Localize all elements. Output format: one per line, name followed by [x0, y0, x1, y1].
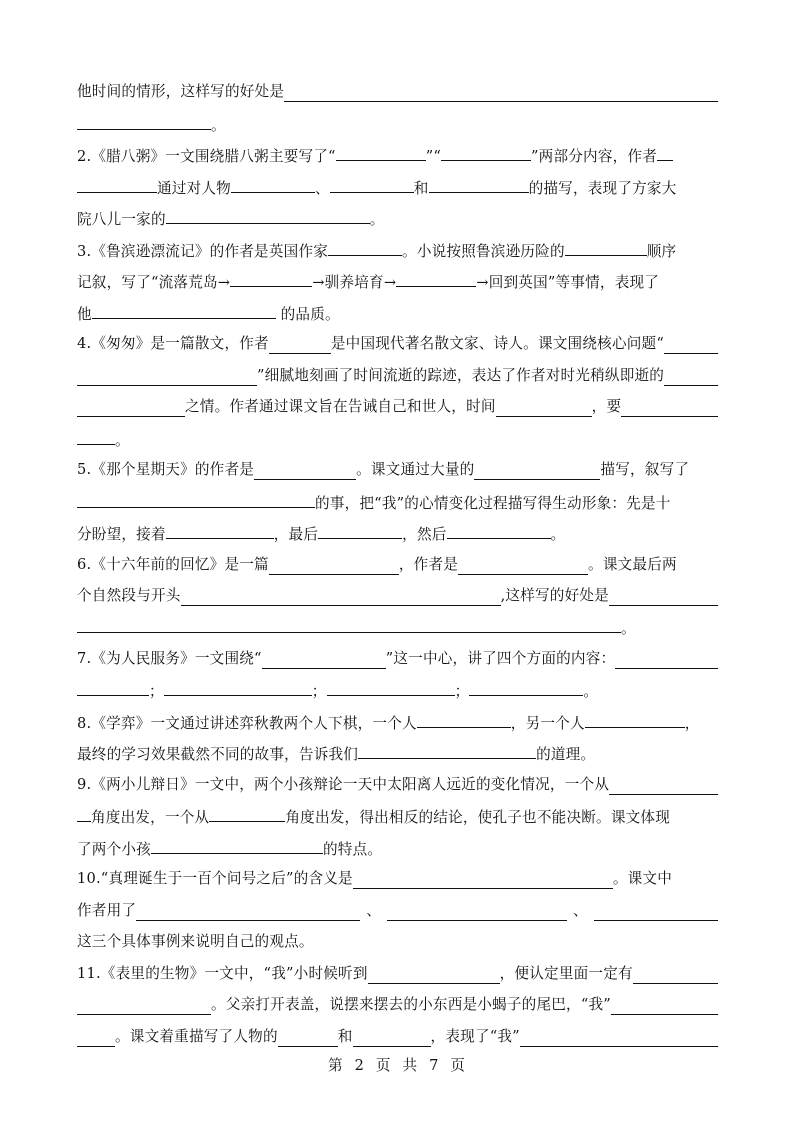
answer-blank[interactable] [353, 873, 613, 889]
answer-blank[interactable] [92, 303, 276, 319]
question-4: 4.《匆匆》是一篇散文，作者 是中国现代著名散文家、诗人。课文围绕核心问题“ [77, 334, 718, 354]
answer-blank[interactable] [77, 617, 621, 633]
text-line: 。课文着重描写了人物的 和 ，表现了“我” [77, 1027, 718, 1047]
answer-blank[interactable] [520, 1031, 718, 1047]
answer-blank[interactable] [269, 338, 331, 354]
question-10: 10.“真理诞生于一百个问号之后”的含义是 。课文中 [77, 870, 673, 887]
question-8: 8.《学弈》一文通过讲述弈秋教两个人下棋，一个人 ，另一个人 ， [77, 712, 718, 732]
answer-blank[interactable] [77, 401, 185, 417]
text-line: 个自然段与开头 ,这样写的好处是 [77, 586, 718, 606]
answer-blank[interactable] [447, 523, 551, 539]
answer-blank[interactable] [368, 968, 500, 984]
total-pages: 7 [429, 1057, 439, 1074]
question-9: 9.《两小儿辩日》一文中，两个小孩辩论一天中太阳离人远近的变化情况，一个从 [77, 775, 718, 795]
answer-blank[interactable] [262, 653, 386, 669]
question-5: 5.《那个星期天》的作者是 。课文通过大量的 描写，叙写了 [77, 461, 690, 478]
answer-blank[interactable] [230, 271, 312, 287]
answer-blank[interactable] [77, 429, 115, 445]
answer-blank[interactable] [77, 370, 257, 386]
answer-blank[interactable] [565, 240, 647, 256]
question-6: 6.《十六年前的回忆》是一篇 ，作者是 。课文最后两 [77, 556, 677, 573]
text-line: ”细腻地刻画了时间流逝的踪迹，表达了作者对时光稍纵即逝的 [77, 366, 718, 386]
text-line: 通过对人物 、 和 的描写，表现了方家大 [77, 177, 718, 197]
page-number: 2 [354, 1057, 364, 1074]
answer-blank[interactable] [441, 145, 531, 161]
answer-blank[interactable] [164, 680, 312, 696]
answer-blank[interactable] [396, 271, 476, 287]
text-line: 角度出发，一个从 角度出发，得出相反的结论，使孔子也不能决断。课文体现 [77, 806, 718, 826]
answer-blank[interactable] [633, 968, 718, 984]
answer-blank[interactable] [77, 114, 211, 130]
answer-blank[interactable] [429, 177, 529, 193]
text-line: 之情。作者通过课文旨在告诫自己和世人，时间 ，要 [77, 397, 718, 417]
answer-blank[interactable] [469, 680, 583, 696]
text-line: ； ； ； 。 [77, 680, 718, 700]
answer-blank[interactable] [609, 779, 718, 795]
answer-blank[interactable] [328, 240, 402, 256]
text-line: 这三个具体事例来说明自己的观点。 [77, 933, 314, 950]
answer-blank[interactable] [621, 401, 718, 417]
answer-blank[interactable] [615, 653, 718, 669]
answer-blank[interactable] [166, 523, 274, 539]
answer-blank[interactable] [318, 523, 402, 539]
answer-blank[interactable] [77, 1031, 115, 1047]
page-footer: 第 2 页 共 7 页 [327, 1057, 466, 1074]
text-line: 。 [77, 114, 718, 134]
answer-blank[interactable] [387, 905, 567, 921]
answer-blank[interactable] [417, 712, 511, 728]
answer-blank[interactable] [458, 559, 588, 575]
answer-blank[interactable] [496, 401, 592, 417]
answer-blank[interactable] [166, 208, 370, 224]
answer-blank[interactable] [77, 999, 211, 1015]
text-line: 的事，把“我”的心情变化过程描写得生动形象：先是十 [77, 492, 718, 512]
answer-blank[interactable] [664, 370, 718, 386]
answer-blank[interactable] [353, 1031, 431, 1047]
answer-blank[interactable] [231, 177, 315, 193]
answer-blank[interactable] [254, 464, 356, 480]
answer-blank[interactable] [611, 999, 718, 1015]
answer-blank[interactable] [284, 86, 718, 102]
question-7: 7.《为人民服务》一文围绕“ ”这一中心，讲了四个方面的内容： [77, 649, 718, 669]
answer-blank[interactable] [181, 590, 501, 606]
text-line: 他 的品质。 [77, 303, 718, 323]
answer-blank[interactable] [77, 680, 149, 696]
answer-blank[interactable] [585, 712, 685, 728]
text-line: 了两个小孩 的特点。 [77, 838, 718, 858]
answer-blank[interactable] [151, 838, 323, 854]
answer-blank[interactable] [278, 1031, 338, 1047]
answer-blank[interactable] [330, 177, 414, 193]
answer-blank[interactable] [336, 145, 426, 161]
text-line: 分盼望，接着 ，最后 ，然后 。 [77, 523, 718, 543]
answer-blank[interactable] [77, 806, 91, 822]
answer-blank[interactable] [657, 145, 673, 161]
answer-blank[interactable] [358, 743, 536, 759]
answer-blank[interactable] [594, 905, 718, 921]
question-2: 2.《腊八粥》一文围绕腊八粥主要写了“ ”“ ”两部分内容，作者 [77, 145, 718, 165]
answer-blank[interactable] [664, 338, 718, 354]
answer-blank[interactable] [327, 680, 455, 696]
answer-blank[interactable] [136, 905, 360, 921]
text-line: 最终的学习效果截然不同的故事，告诉我们 的道理。 [77, 743, 718, 763]
text-line: 。 [77, 617, 718, 637]
answer-blank[interactable] [77, 177, 157, 193]
answer-blank[interactable] [609, 590, 718, 606]
text-line: 记叙，写了“流落荒岛→ →驯养培育→ →回到英国”等事情，表现了 [77, 271, 718, 291]
text-line: 。父亲打开表盖，说摆来摆去的小东西是小蝎子的尾巴，“我” [77, 995, 718, 1015]
answer-blank[interactable] [269, 559, 399, 575]
answer-blank[interactable] [77, 492, 315, 508]
text-line: 。 [77, 429, 718, 449]
text-line: 作者用了 、 、 [77, 901, 718, 921]
answer-blank[interactable] [209, 806, 285, 822]
text-line: 院八儿一家的 。 [77, 208, 718, 228]
question-3: 3.《鲁滨逊漂流记》的作者是英国作家 。小说按照鲁滨逊历险的 顺序 [77, 240, 718, 260]
answer-blank[interactable] [474, 464, 600, 480]
text-line: 他时间的情形，这样写的好处是 [77, 82, 718, 102]
question-11: 11.《表里的生物》一文中，“我”小时候听到 ，便认定里面一定有 [77, 964, 718, 984]
